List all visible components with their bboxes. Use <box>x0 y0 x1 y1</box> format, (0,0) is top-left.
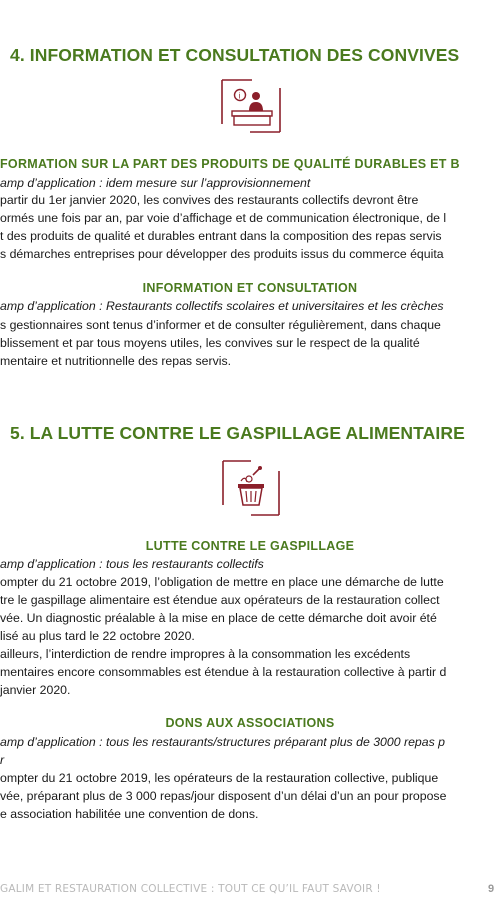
section-5-sub2-line: vée, préparant plus de 3 000 repas/jour disposent d’un délai d’un an pour propose <box>0 789 447 803</box>
section-4-sub1-line: partir du 1er janvier 2020, les convives des restaurants collectifs devront être <box>0 193 419 207</box>
section-4-sub1-line: ormés une fois par an, par voie d’affichage et de communication électronique, de l <box>0 211 447 225</box>
section-4-sub2-line: mentaire et nutritionnelle des repas servis. <box>0 354 232 368</box>
section-4-sub1-title: FORMATION SUR LA PART DES PRODUITS DE QUALITÉ DURABLES ET B <box>0 157 460 171</box>
section-5-sub1-title: LUTTE CONTRE LE GASPILLAGE <box>145 539 355 553</box>
section-4-title: 4. INFORMATION ET CONSULTATION DES CONVIVES <box>10 45 460 65</box>
section-5-sub1-line: janvier 2020. <box>0 683 71 697</box>
section-5-sub1-line: ailleurs, l’interdiction de rendre impropres à la consommation les excédents <box>0 647 411 661</box>
svg-text:i: i <box>238 91 241 101</box>
section-5-sub1-line: vée. Un diagnostic préalable à la mise en place de cette démarche doit avoir été <box>0 611 437 625</box>
section-5-sub1-line: lisé au plus tard le 22 octobre 2020. <box>0 629 195 643</box>
section-5-sub1-line: tre le gaspillage alimentaire est étendue aux opérateurs de la restauration collect <box>0 593 440 607</box>
section-4-sub2-line: blissement et par tous moyens utiles, les convives sur le respect de la qualité <box>0 336 420 350</box>
section-5-sub2-line: ompter du 21 octobre 2019, les opérateurs de la restauration collective, publique <box>0 771 439 785</box>
section-5-title: 5. LA LUTTE CONTRE LE GASPILLAGE ALIMENTAIRE <box>10 423 465 443</box>
section-5-sub2-line: e association habilitée une convention de dons. <box>0 807 259 821</box>
page-number: 9 <box>488 883 495 895</box>
section-5-sub2-scope: amp d’application : tous les restaurants/structures préparant plus de 3000 repas p <box>0 735 445 749</box>
section-4-sub2-scope: amp d’application : Restaurants collectifs scolaires et universitaires et les crèches <box>0 299 444 313</box>
section-4-sub1-line: s démarches entreprises pour développer des produits issus du commerce équita <box>0 247 444 261</box>
footer-text: GALIM ET RESTAURATION COLLECTIVE : TOUT CE QU’IL FAUT SAVOIR ! <box>0 883 381 895</box>
section-5-sub2-title: DONS AUX ASSOCIATIONS <box>165 716 335 730</box>
section-5-sub2-scope-cont: r <box>0 753 5 767</box>
section-5-sub1-line: ompter du 21 octobre 2019, l’obligation de mettre en place une démarche de lutte <box>0 575 444 589</box>
food-waste-bin-icon <box>219 459 283 517</box>
section-5-sub1-line: mentaires encore consommables est étendue à la restauration collective à partir d <box>0 665 447 679</box>
section-4-sub1-line: t des produits de qualité et durables entrant dans la composition des repas servis <box>0 229 442 243</box>
section-4-sub1-scope: amp d’application : idem mesure sur l’approvisionnement <box>0 176 311 190</box>
reception-desk-icon <box>218 78 284 134</box>
section-4-sub2-line: s gestionnaires sont tenus d’informer et de consulter régulièrement, dans chaque <box>0 318 441 332</box>
section-4-sub2-title: INFORMATION ET CONSULTATION <box>142 281 358 295</box>
section-5-sub1-scope: amp d’application : tous les restaurants collectifs <box>0 557 264 571</box>
